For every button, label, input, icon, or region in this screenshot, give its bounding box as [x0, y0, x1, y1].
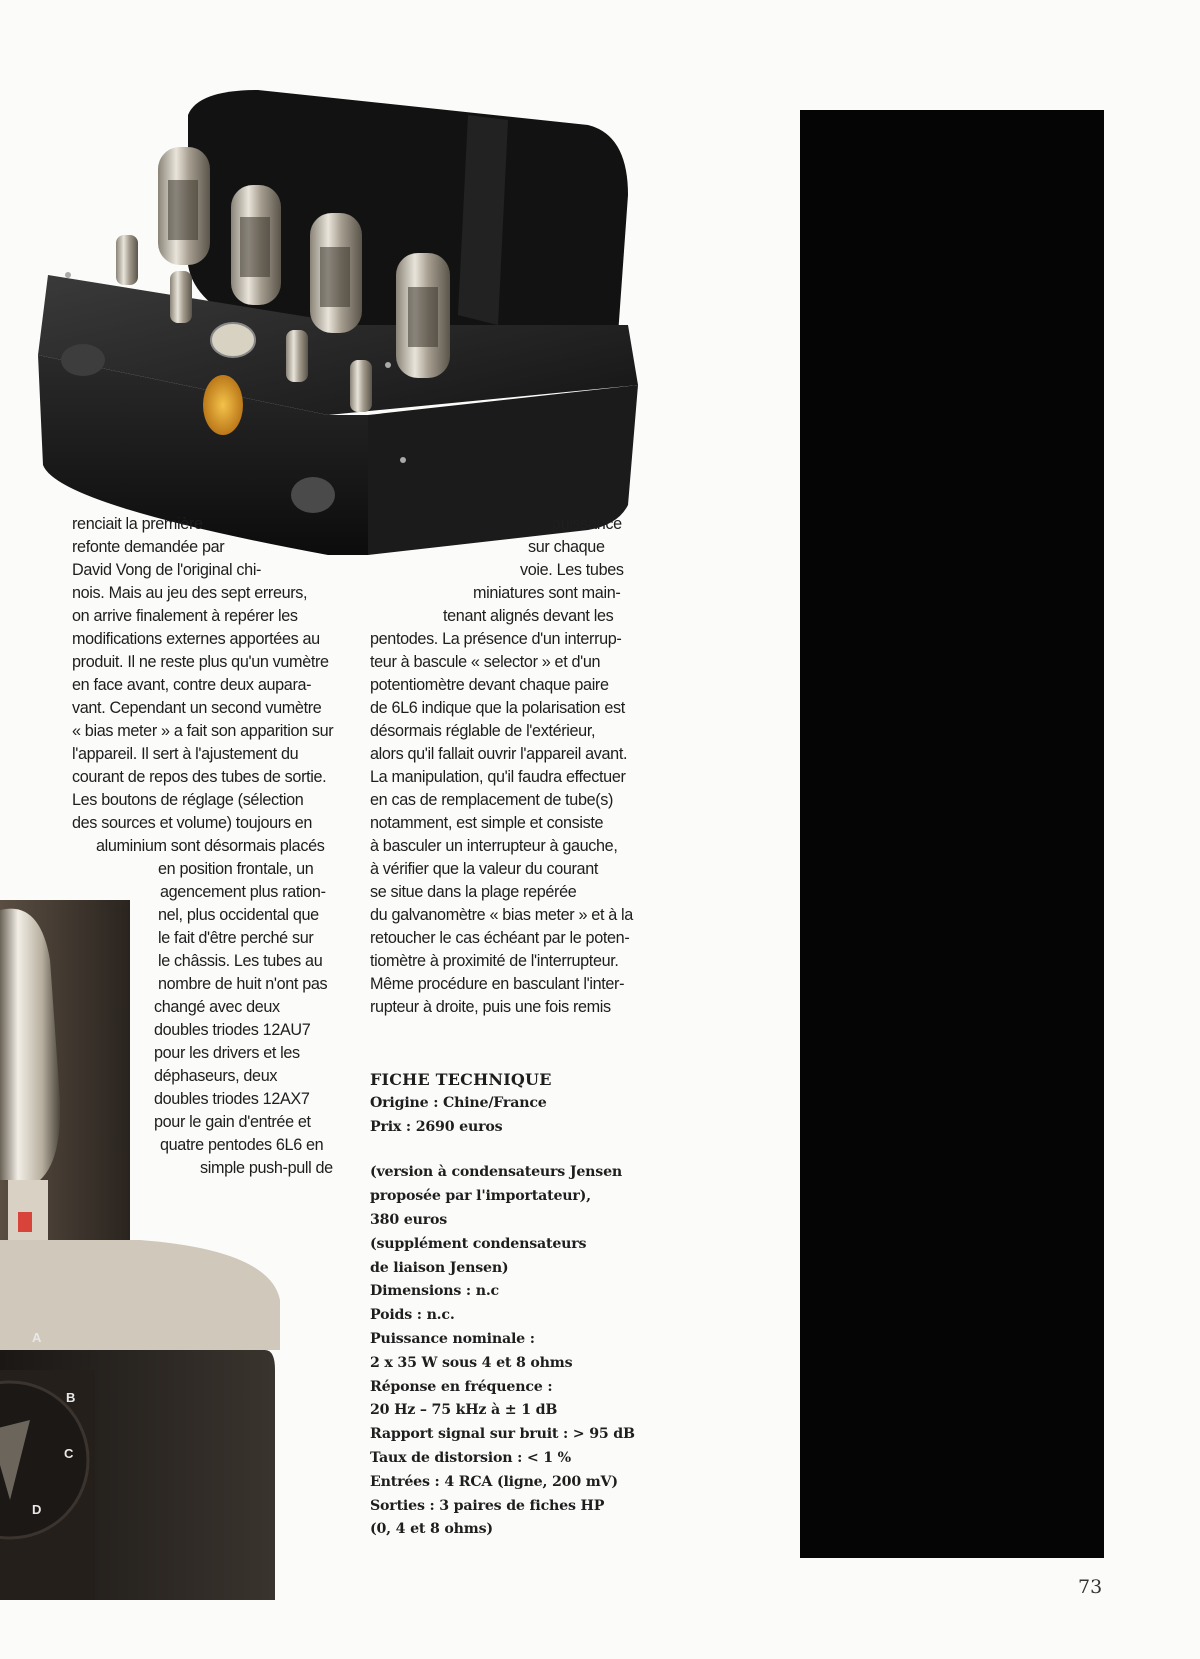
spec-line: Rapport signal sur bruit : > 95 dB — [370, 1426, 635, 1443]
text-line: des sources et volume) toujours en — [72, 814, 313, 832]
text-line: nombre de huit n'ont pas — [158, 975, 328, 993]
text-line: sur chaque — [528, 538, 605, 556]
spec-line: proposée par l'importateur), — [370, 1188, 591, 1205]
text-line: notamment, est simple et consiste — [370, 814, 604, 832]
text-line: changé avec deux — [154, 998, 280, 1016]
text-line: tenant alignés devant les — [443, 607, 614, 625]
spec-line: de liaison Jensen) — [370, 1259, 509, 1276]
text-line: on arrive finalement à repérer les — [72, 607, 298, 625]
text-line: agencement plus ration- — [160, 883, 326, 901]
text-line: à basculer un interrupteur à gauche, — [370, 837, 618, 855]
black-panel — [800, 110, 1104, 1558]
text-line: le châssis. Les tubes au — [158, 952, 323, 970]
text-line: alors qu'il fallait ouvrir l'appareil avant. — [370, 745, 628, 763]
text-line: en cas de remplacement de tube(s) — [370, 791, 614, 809]
text-line: « bias meter » a fait son apparition sur — [72, 722, 334, 740]
text-line: tiomètre à proximité de l'interrupteur. — [370, 952, 619, 970]
selector-letter-c: C — [64, 1446, 74, 1461]
spec-line: Sorties : 3 paires de fiches HP — [370, 1497, 605, 1514]
spec-line: Réponse en fréquence : — [370, 1378, 553, 1395]
spec-line: Dimensions : n.c — [370, 1283, 499, 1300]
text-line: doubles triodes 12AU7 — [154, 1021, 311, 1039]
text-line: rupteur à droite, puis une fois remis — [370, 998, 611, 1016]
text-line: en face avant, contre deux aupara- — [72, 676, 312, 694]
spec-line: 20 Hz – 75 kHz à ± 1 dB — [370, 1402, 558, 1419]
text-line: refonte demandée par — [72, 538, 225, 556]
spec-line: Taux de distorsion : < 1 % — [370, 1449, 571, 1466]
text-line: doubles triodes 12AX7 — [154, 1090, 310, 1108]
text-line: déphaseurs, deux — [154, 1067, 278, 1085]
spec-line: Prix : 2690 euros — [370, 1118, 503, 1135]
text-line: quatre pentodes 6L6 en — [160, 1136, 324, 1154]
text-line: David Vong de l'original chi- — [72, 561, 262, 579]
page-number: 73 — [1078, 1576, 1103, 1598]
spec-line: Poids : n.c. — [370, 1307, 455, 1324]
text-line: le fait d'être perché sur — [158, 929, 314, 947]
text-line: à vérifier que la valeur du courant — [370, 860, 599, 878]
text-line: désormais réglable de l'extérieur, — [370, 722, 596, 740]
text-line: nel, plus occidental que — [158, 906, 319, 924]
text-line: courant de repos des tubes de sortie. — [72, 768, 327, 786]
text-line: potentiomètre devant chaque paire — [370, 676, 609, 694]
text-line: nois. Mais au jeu des sept erreurs, — [72, 584, 308, 602]
text-line: retoucher le cas échéant par le poten- — [370, 929, 630, 947]
text-line: l'appareil. Il sert à l'ajustement du — [72, 745, 299, 763]
text-line: renciait la première — [72, 515, 203, 533]
text-line: pour le gain d'entrée et — [154, 1113, 311, 1131]
spec-line: Origine : Chine/France — [370, 1094, 547, 1111]
spec-line: Entrées : 4 RCA (ligne, 200 mV) — [370, 1473, 618, 1490]
text-line: du galvanomètre « bias meter » et à la — [370, 906, 633, 924]
selector-letter-d: D — [32, 1502, 42, 1517]
text-line: en position frontale, un — [158, 860, 314, 878]
text-line: pentodes. La présence d'un interrup- — [370, 630, 622, 648]
text-line: se situe dans la plage repérée — [370, 883, 577, 901]
text-line: teur à bascule « selector » et d'un — [370, 653, 601, 671]
text-line: modifications externes apportées au — [72, 630, 320, 648]
spec-line: 2 x 35 W sous 4 et 8 ohms — [370, 1354, 573, 1371]
spec-line: (version à condensateurs Jensen — [370, 1164, 623, 1181]
text-line: La manipulation, qu'il faudra effectuer — [370, 768, 626, 786]
text-line: vant. Cependant un second vumètre — [72, 699, 322, 717]
text-line: aluminium sont désormais placés — [96, 837, 325, 855]
text-line: miniatures sont main- — [473, 584, 621, 602]
spec-sheet — [370, 1068, 690, 1542]
spec-line: (supplément condensateurs — [370, 1235, 587, 1252]
text-line: de 6L6 indique que la polarisation est — [370, 699, 625, 717]
spec-line: 380 euros — [370, 1211, 448, 1228]
spec-sheet-heading: FICHE TECHNIQUE — [370, 1070, 552, 1089]
selector-letter-a: A — [32, 1330, 42, 1345]
text-line: Les boutons de réglage (sélection — [72, 791, 304, 809]
selector-letter-b: B — [66, 1390, 76, 1405]
text-line: produit. Il ne reste plus qu'un vumètre — [72, 653, 329, 671]
spec-line: (0, 4 et 8 ohms) — [370, 1521, 493, 1538]
text-line: Même procédure en basculant l'inter- — [370, 975, 625, 993]
spec-line: Puissance nominale : — [370, 1330, 535, 1347]
text-line: pour les drivers et les — [154, 1044, 300, 1062]
text-line: voie. Les tubes — [520, 561, 624, 579]
text-line: simple push-pull de — [200, 1159, 333, 1177]
text-line: puissance — [552, 515, 622, 533]
